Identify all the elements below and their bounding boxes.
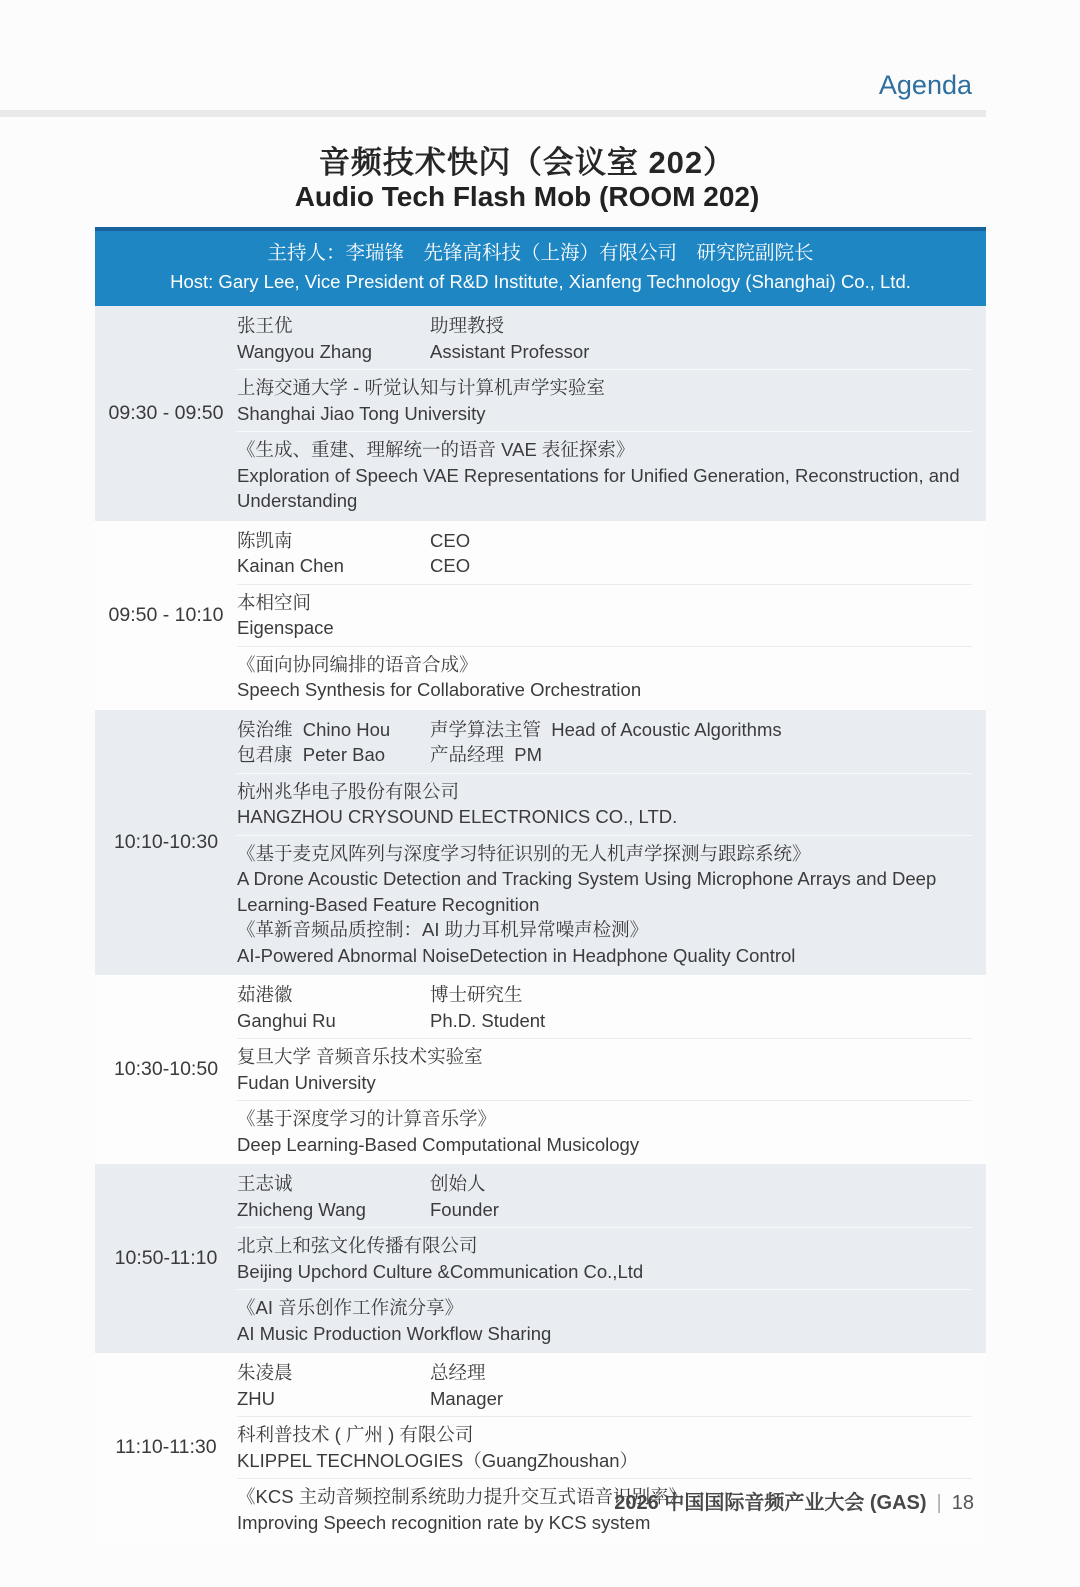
speaker-role: 创始人 [430, 1173, 486, 1194]
session-time: 10:50-11:10 [114, 1247, 218, 1269]
organization-line: 杭州兆华电子股份有限公司 [237, 780, 460, 802]
talk-title-line: Deep Learning-Based Computational Musicology [237, 1133, 640, 1155]
speaker-name: 王志诚 [237, 1173, 293, 1194]
speakers-block [237, 523, 972, 584]
speaker-name: 茹港徽 [237, 984, 293, 1005]
organization-line: Fudan University [237, 1071, 376, 1093]
session-content [237, 1164, 986, 1353]
talks-block [237, 646, 972, 708]
footer-separator: | [936, 1492, 942, 1514]
speaker-role: Manager [430, 1387, 504, 1409]
talk-title-line: A Drone Acoustic Detection and Tracking System Using Microphone Arrays and Deep Learning-Based Feature Recognition [237, 868, 937, 915]
speakers-block [237, 1166, 972, 1227]
header-divider-band [0, 110, 986, 117]
session-row [95, 710, 986, 976]
speaker-name: Zhicheng Wang [237, 1198, 366, 1220]
session-row [95, 306, 986, 521]
speaker-row [237, 742, 972, 768]
organization-line: 北京上和弦文化传播有限公司 [237, 1235, 478, 1256]
session-time: 11:10-11:30 [115, 1436, 217, 1458]
speaker-row [237, 1008, 972, 1034]
organization-block [237, 773, 972, 835]
session-time: 09:50 - 10:10 [108, 603, 224, 626]
session-content [237, 710, 986, 976]
organization-line: Eigenspace [237, 617, 334, 638]
speaker-role: CEO [430, 529, 471, 551]
organization-line: Beijing Upchord Culture &Communication Co.,Ltd [237, 1260, 644, 1282]
speaker-role: Ph.D. Student [430, 1009, 546, 1031]
speaker-role: Founder [430, 1198, 499, 1220]
session-row [95, 1164, 986, 1353]
speaker-row [237, 528, 972, 554]
speaker-row [237, 1171, 972, 1197]
speaker-name: 张王优 [237, 315, 293, 336]
session-content [237, 975, 986, 1164]
speaker-name: 包君康 Peter Bao [237, 744, 386, 765]
speaker-row [237, 313, 972, 339]
speakers-block [237, 977, 972, 1038]
speaker-row [237, 339, 972, 365]
speaker-role: 声学算法主管 Head of Acoustic Algorithms [430, 718, 782, 740]
speaker-name: 朱凌晨 [237, 1362, 293, 1383]
talk-title-line: 《基于深度学习的计算音乐学》 [237, 1108, 497, 1129]
talk-title-line: Improving Speech recognition rate by KCS system [237, 1511, 651, 1533]
speaker-name: 陈凯南 [237, 529, 293, 551]
speaker-role: 助理教授 [430, 315, 505, 336]
speaker-name: 侯治维 Chino Hou [237, 718, 391, 740]
organization-line: Shanghai Jiao Tong University [237, 402, 486, 424]
session-title-en: Audio Tech Flash Mob (ROOM 202) [294, 181, 760, 212]
talk-title-line: 《面向协同编排的语音合成》 [237, 653, 478, 675]
host-banner [95, 227, 986, 306]
talks-block [237, 431, 972, 519]
speaker-role: 产品经理 PM [430, 744, 543, 765]
session-content [237, 521, 986, 710]
organization-block [237, 584, 972, 646]
host-line-en: Host: Gary Lee, Vice President of R&D Institute, Xianfeng Technology (Shanghai) Co., Ltd. [170, 271, 911, 292]
footer-conference-name: 2026 中国国际音频产业大会 (GAS) [614, 1492, 927, 1514]
organization-block [237, 369, 972, 431]
speakers-block [237, 712, 972, 773]
footer-page-number: 18 [951, 1492, 974, 1514]
organization-line: 科利普技术 ( 广州 ) 有限公司 [237, 1424, 474, 1445]
session-row [95, 521, 986, 710]
speaker-row [237, 1360, 972, 1386]
organization-line: 上海交通大学 - 听觉认知与计算机声学实验室 [237, 377, 605, 398]
session-time: 10:30-10:50 [113, 1058, 219, 1080]
speaker-row [237, 982, 972, 1008]
speakers-block [237, 1355, 972, 1416]
talk-title-line: Exploration of Speech VAE Representations for Unified Generation, Reconstruction, and Understanding [237, 464, 960, 511]
organization-line: 本相空间 [237, 591, 312, 613]
host-line-cn: 主持人：李瑞锋 先锋高科技（上海）有限公司 研究院副院长 [267, 242, 814, 264]
talks-block [237, 1100, 972, 1162]
talk-title-line: 《基于麦克风阵列与深度学习特征识别的无人机声学探测与跟踪系统》 [237, 842, 811, 864]
speaker-name: ZHU [237, 1387, 276, 1409]
speaker-name: Wangyou Zhang [237, 340, 373, 362]
speaker-name: Ganghui Ru [237, 1009, 336, 1031]
agenda-table [95, 227, 986, 1542]
talk-title-line: 《革新音频品质控制：AI 助力耳机异常噪声检测》 [237, 919, 649, 940]
talk-title-line: 《KCS 主动音频控制系统助力提升交互式语音识别率》 [237, 1486, 688, 1507]
speaker-row [237, 1386, 972, 1412]
session-time: 09:30 - 09:50 [108, 401, 224, 424]
speaker-role: 博士研究生 [430, 984, 523, 1005]
speaker-row [237, 553, 972, 579]
talk-title-line: Speech Synthesis for Collaborative Orchestration [237, 679, 642, 700]
organization-block [237, 1227, 972, 1289]
speaker-role: 总经理 [430, 1362, 486, 1383]
session-title-cn: 音频技术快闪（会议室 202） [318, 145, 736, 180]
organization-line: 复旦大学 音频音乐技术实验室 [237, 1046, 483, 1067]
organization-line: HANGZHOU CRYSOUND ELECTRONICS CO., LTD. [237, 806, 678, 827]
organization-block [237, 1038, 972, 1100]
page-footer [614, 1486, 974, 1515]
speaker-role: Assistant Professor [430, 340, 590, 362]
session-time: 10:10-10:30 [113, 830, 219, 853]
speaker-row [237, 1197, 972, 1223]
speaker-row [237, 717, 972, 743]
talk-title-line: AI Music Production Workflow Sharing [237, 1322, 552, 1344]
session-list [95, 306, 986, 1542]
speakers-block [237, 308, 972, 369]
speaker-role: CEO [430, 555, 471, 576]
talk-title-line: 《AI 音乐创作工作流分享》 [237, 1297, 464, 1318]
talks-block [237, 1289, 972, 1351]
session-row [95, 975, 986, 1164]
speaker-name: Kainan Chen [237, 555, 344, 576]
session-content [237, 306, 986, 521]
talks-block [237, 835, 972, 974]
talk-title-line: AI-Powered Abnormal NoiseDetection in Headphone Quality Control [237, 944, 796, 966]
talk-title-line: 《生成、重建、理解统一的语音 VAE 表征探索》 [237, 439, 635, 460]
agenda-header-label: Agenda [878, 70, 972, 100]
organization-line: KLIPPEL TECHNOLOGIES（GuangZhoushan） [237, 1449, 639, 1471]
organization-block [237, 1416, 972, 1478]
